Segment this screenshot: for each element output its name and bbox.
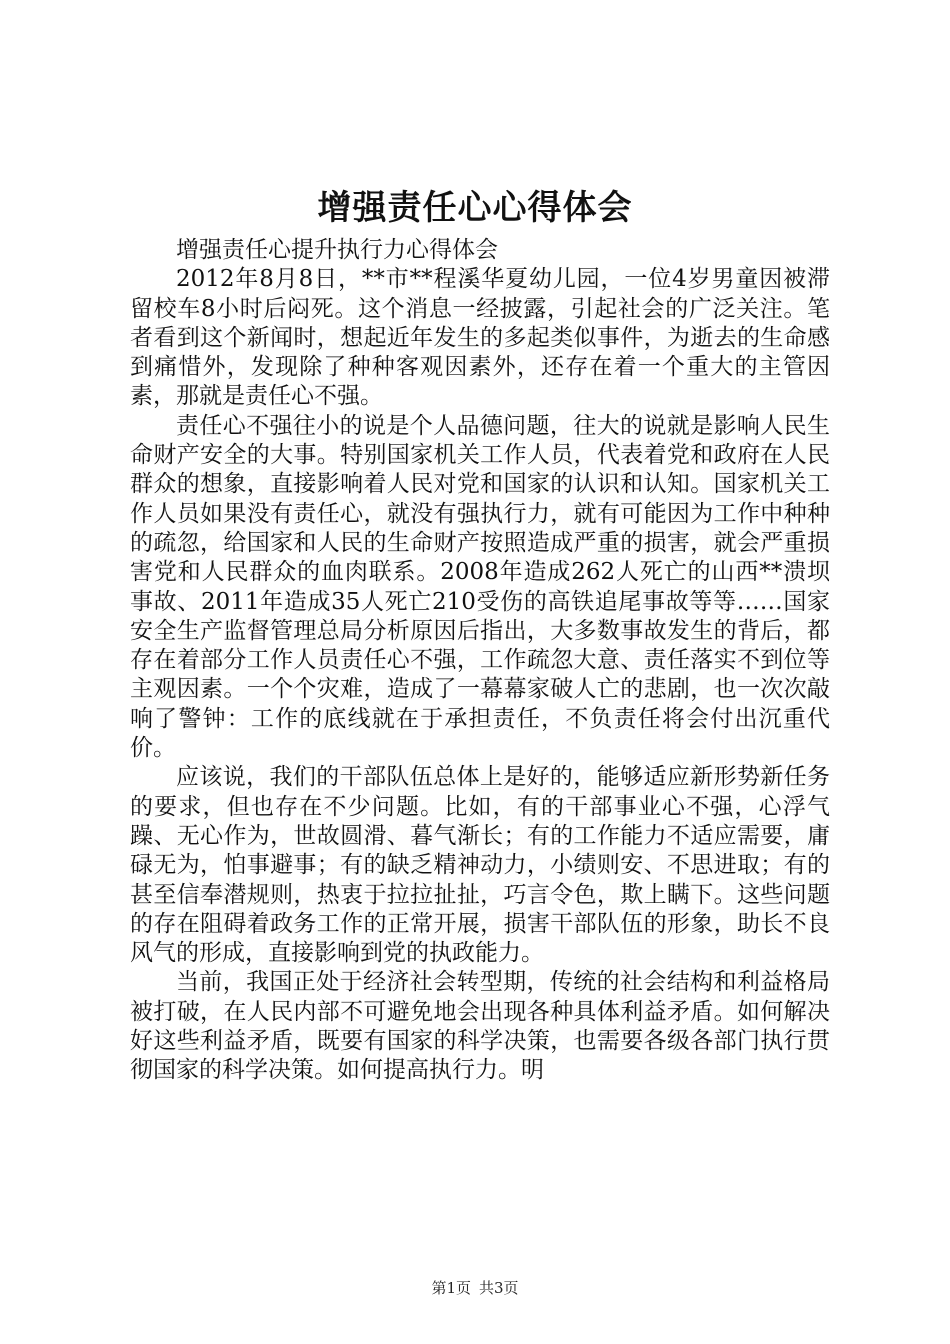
page-number: 第1页 <box>431 1279 471 1297</box>
document-title: 增强责任心心得体会 <box>317 188 633 228</box>
document-body <box>130 236 830 1086</box>
paragraph: 应该说，我们的干部队伍总体上是好的，能够适应新形势新任务的要求，但也存在不少问题。比如，有的干部事业心不强，心浮气躁、无心作为，世故圆滑、暮气渐长；有的工作能力不适应需要，庸碌无为，怕事避事；有的缺乏精神动力，小绩则安、不思进取；有的甚至信奉潜规则，热衷于拉拉扯扯，巧言令色，欺上瞒下。这些问题的存在阻碍着政务工作的正常开展，损害干部队伍的形象，助长不良风气的形成，直接影响到党的执政能力。 <box>130 764 830 967</box>
paragraph: 2012年8月8日，**市**程溪华夏幼儿园，一位4岁男童因被滞留校车8小时后闷死。这个消息一经披露，引起社会的广泛关注。笔者看到这个新闻时，想起近年发生的多起类似事件，为逝去的生命感到痛惜外，发现除了种种客观因素外，还存在着一个重大的主管因素，那就是责任心不强。 <box>130 266 830 410</box>
paragraph: 当前，我国正处于经济社会转型期，传统的社会结构和利益格局被打破，在人民内部不可避免地会出现各种具体利益矛盾。如何解决好这些利益矛盾，既要有国家的科学决策，也需要各级各部门执行贯彻国家的科学决策。如何提高执行力。明 <box>130 969 830 1084</box>
paragraph: 责任心不强往小的说是个人品德问题，往大的说就是影响人民生命财产安全的大事。特别国家机关工作人员，代表着党和政府在人民群众的想象，直接影响着人民对党和国家的认识和认知。国家机关工作人员如果没有责任心，就没有强执行力，就有可能因为工作中种种的疏忽，给国家和人民的生命财产按照造成严重的损害，就会严重损害党和人民群众的血肉联系。2008年造成262人死亡的山西**溃坝事故、2011年造成35人死亡210受伤的高铁追尾事故等等……国家安全生产监督管理总局分析原因后指出，大多数事故发生的背后，都存在着部分工作人员责任心不强，工作疏忽大意、责任落实不到位等主观因素。一个个灾难，造成了一幕幕家破人亡的悲剧，也一次次敲响了警钟：工作的底线就在于承担责任，不负责任将会付出沉重代价。 <box>130 412 830 762</box>
page-footer <box>0 1278 950 1298</box>
page-total: 共3页 <box>479 1279 519 1297</box>
document-subtitle: 增强责任心提升执行力心得体会 <box>176 237 498 263</box>
